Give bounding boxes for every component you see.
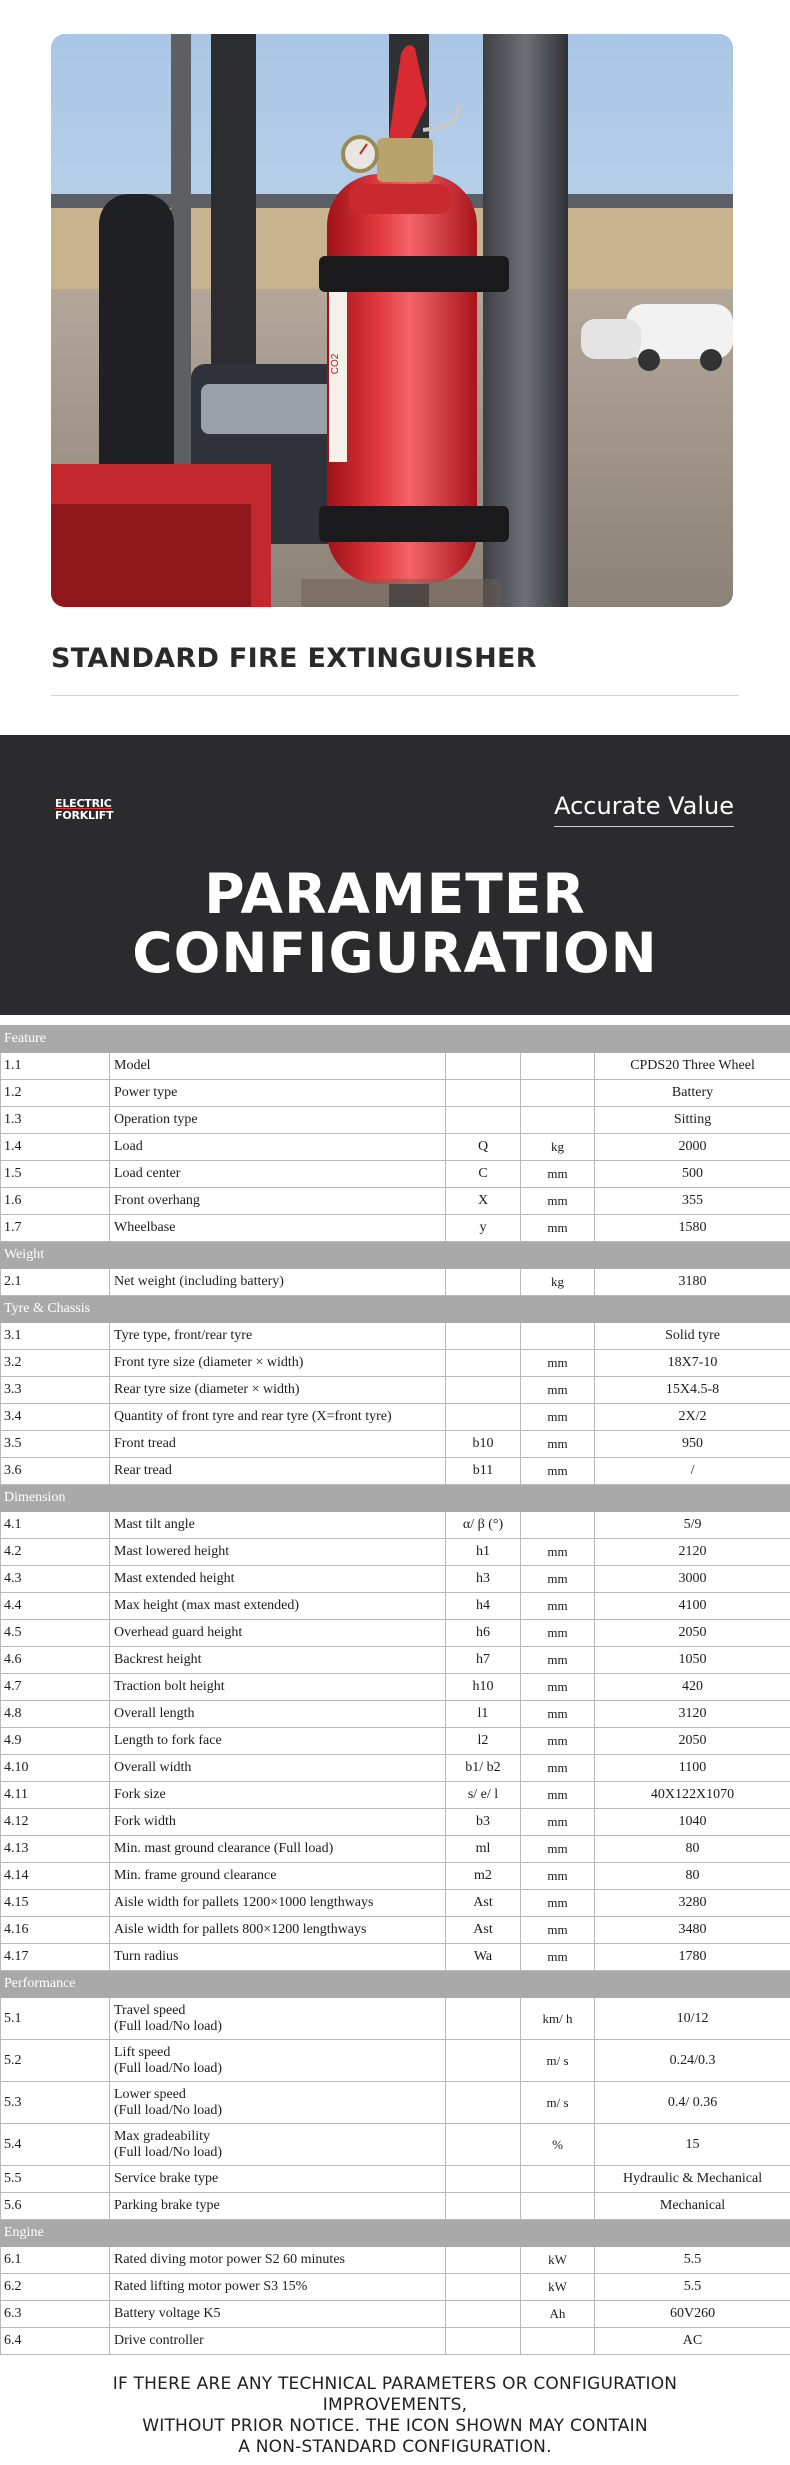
spec-number: 5.2 [1, 2040, 110, 2082]
spec-symbol: h3 [446, 1566, 521, 1593]
spec-item: Battery voltage K5 [110, 2301, 446, 2328]
table-row [1, 1080, 790, 1107]
spec-symbol: h10 [446, 1674, 521, 1701]
spec-item: Overall length [110, 1701, 446, 1728]
spec-symbol: Wa [446, 1944, 521, 1971]
spec-value: 1050 [595, 1647, 790, 1674]
spec-group-name: Engine [1, 2220, 790, 2247]
extinguisher-label: CO2 [330, 353, 341, 375]
spec-value: 80 [595, 1836, 790, 1863]
table-row [1, 1566, 790, 1593]
table-row [1, 1215, 790, 1242]
spec-number: 4.8 [1, 1701, 110, 1728]
spec-unit: mm [521, 1809, 595, 1836]
spec-unit: mm [521, 1377, 595, 1404]
spec-symbol [446, 1377, 521, 1404]
spec-item: Max height (max mast extended) [110, 1593, 446, 1620]
spec-unit: mm [521, 1566, 595, 1593]
spec-number: 1.4 [1, 1134, 110, 1161]
spec-unit [521, 2193, 595, 2220]
table-row [1, 2328, 790, 2355]
parameter-banner [0, 735, 790, 1015]
spec-number: 6.4 [1, 2328, 110, 2355]
spec-unit: m/ s [521, 2082, 595, 2124]
spec-symbol: l2 [446, 1728, 521, 1755]
brand-line-2: FORKLIFT [55, 809, 114, 822]
accurate-value-label: Accurate Value [554, 792, 734, 827]
spec-value: Mechanical [595, 2193, 790, 2220]
spec-unit: mm [521, 1863, 595, 1890]
spec-unit: mm [521, 1620, 595, 1647]
table-row [1, 1782, 790, 1809]
spec-symbol [446, 1350, 521, 1377]
spec-symbol [446, 2328, 521, 2355]
spec-unit: mm [521, 1215, 595, 1242]
table-row [1, 1188, 790, 1215]
spec-unit [521, 1080, 595, 1107]
spec-symbol [446, 2082, 521, 2124]
spec-unit: mm [521, 1701, 595, 1728]
spec-number: 4.12 [1, 1809, 110, 1836]
table-row [1, 1998, 790, 2040]
spec-value: 950 [595, 1431, 790, 1458]
spec-unit [521, 2328, 595, 2355]
spec-number: 4.9 [1, 1728, 110, 1755]
spec-unit: Ah [521, 2301, 595, 2328]
spec-symbol [446, 1080, 521, 1107]
spec-symbol: C [446, 1161, 521, 1188]
spec-number: 4.4 [1, 1593, 110, 1620]
spec-unit [521, 1323, 595, 1350]
spec-item-label: Lower speed [114, 2086, 186, 2102]
spec-item: Rated diving motor power S2 60 minutes [110, 2247, 446, 2274]
spec-group-name: Weight [1, 1242, 790, 1269]
spec-number: 5.5 [1, 2166, 110, 2193]
spec-symbol [446, 1998, 521, 2040]
spec-unit: mm [521, 1458, 595, 1485]
spec-value: 0.24/0.3 [595, 2040, 790, 2082]
table-row [1, 1350, 790, 1377]
table-row [1, 2301, 790, 2328]
spec-unit: mm [521, 1161, 595, 1188]
spec-number: 3.6 [1, 1458, 110, 1485]
spec-value: 5.5 [595, 2274, 790, 2301]
spec-value: 1580 [595, 1215, 790, 1242]
spec-number: 6.1 [1, 2247, 110, 2274]
spec-symbol: Ast [446, 1917, 521, 1944]
spec-group-header [1, 1971, 790, 1998]
spec-unit [521, 2166, 595, 2193]
spec-value: / [595, 1458, 790, 1485]
table-row [1, 2040, 790, 2082]
spec-symbol [446, 1107, 521, 1134]
spec-symbol: s/ e/ l [446, 1782, 521, 1809]
spec-unit: mm [521, 1836, 595, 1863]
table-row [1, 1404, 790, 1431]
spec-value: 2050 [595, 1728, 790, 1755]
spec-value: 420 [595, 1674, 790, 1701]
spec-symbol: h4 [446, 1593, 521, 1620]
spec-item: Turn radius [110, 1944, 446, 1971]
spec-unit: kW [521, 2247, 595, 2274]
fire-extinguisher-photo [51, 34, 733, 607]
spec-symbol: b1/ b2 [446, 1755, 521, 1782]
spec-item: Operation type [110, 1107, 446, 1134]
table-row [1, 1755, 790, 1782]
disclaimer-line-1: IF THERE ARE ANY TECHNICAL PARAMETERS OR CONFIGURATION IMPROVEMENTS, [112, 2374, 678, 2415]
spec-unit: mm [521, 1755, 595, 1782]
spec-value: 80 [595, 1863, 790, 1890]
table-row [1, 1674, 790, 1701]
spec-unit: mm [521, 1944, 595, 1971]
spec-number: 4.14 [1, 1863, 110, 1890]
spec-number: 4.17 [1, 1944, 110, 1971]
spec-unit: mm [521, 1350, 595, 1377]
spec-unit [521, 1053, 595, 1080]
spec-value: 4100 [595, 1593, 790, 1620]
spec-number: 4.13 [1, 1836, 110, 1863]
spec-number: 5.6 [1, 2193, 110, 2220]
spec-value: 10/12 [595, 1998, 790, 2040]
spec-item: Net weight (including battery) [110, 1269, 446, 1296]
spec-number: 5.4 [1, 2124, 110, 2166]
spec-unit: mm [521, 1431, 595, 1458]
spec-unit: mm [521, 1539, 595, 1566]
spec-unit: mm [521, 1593, 595, 1620]
table-row [1, 1161, 790, 1188]
table-row [1, 1701, 790, 1728]
spec-symbol [446, 2247, 521, 2274]
spec-symbol [446, 2124, 521, 2166]
spec-symbol: Q [446, 1134, 521, 1161]
spec-number: 6.3 [1, 2301, 110, 2328]
spec-item: Overhead guard height [110, 1620, 446, 1647]
spec-number: 4.10 [1, 1755, 110, 1782]
feature-title: STANDARD FIRE EXTINGUISHER [51, 643, 537, 674]
banner-title-line-1: PARAMETER [204, 862, 586, 926]
spec-item: Length to fork face [110, 1728, 446, 1755]
spec-number: 6.2 [1, 2274, 110, 2301]
spec-number: 1.3 [1, 1107, 110, 1134]
spec-group-header [1, 2220, 790, 2247]
spec-item: Rear tread [110, 1458, 446, 1485]
spec-group-name: Performance [1, 1971, 790, 1998]
table-row [1, 2247, 790, 2274]
table-row [1, 1377, 790, 1404]
brand-logo [55, 798, 113, 822]
spec-value: Hydraulic & Mechanical [595, 2166, 790, 2193]
spec-number: 4.2 [1, 1539, 110, 1566]
spec-item: Power type [110, 1080, 446, 1107]
spec-group-name: Tyre & Chassis [1, 1296, 790, 1323]
spec-item: Front overhang [110, 1188, 446, 1215]
spec-number: 4.16 [1, 1917, 110, 1944]
spec-unit: kW [521, 2274, 595, 2301]
spec-number: 1.6 [1, 1188, 110, 1215]
spec-number: 3.1 [1, 1323, 110, 1350]
spec-item: Aisle width for pallets 800×1200 lengthways [110, 1917, 446, 1944]
spec-item: Mast extended height [110, 1566, 446, 1593]
table-row [1, 1809, 790, 1836]
spec-value: 5/9 [595, 1512, 790, 1539]
spec-unit: kg [521, 1269, 595, 1296]
spec-item: Rated lifting motor power S3 15% [110, 2274, 446, 2301]
spec-symbol: m2 [446, 1863, 521, 1890]
brand-line-1: ELECTRIC [55, 797, 112, 810]
table-row [1, 1134, 790, 1161]
spec-group-header [1, 1296, 790, 1323]
spec-value: 1040 [595, 1809, 790, 1836]
spec-symbol [446, 2040, 521, 2082]
spec-value: 2120 [595, 1539, 790, 1566]
table-row [1, 1323, 790, 1350]
spec-symbol [446, 2301, 521, 2328]
spec-group-name: Dimension [1, 1485, 790, 1512]
spec-unit: m/ s [521, 2040, 595, 2082]
spec-item: Wheelbase [110, 1215, 446, 1242]
table-row [1, 1512, 790, 1539]
spec-symbol: h7 [446, 1647, 521, 1674]
spec-item: Drive controller [110, 2328, 446, 2355]
spec-item: Front tyre size (diameter × width) [110, 1350, 446, 1377]
spec-item: Quantity of front tyre and rear tyre (X=front tyre) [110, 1404, 446, 1431]
spec-unit: mm [521, 1404, 595, 1431]
spec-symbol [446, 2166, 521, 2193]
spec-value: 3000 [595, 1566, 790, 1593]
spec-number: 4.6 [1, 1647, 110, 1674]
spec-unit: mm [521, 1647, 595, 1674]
spec-number: 3.4 [1, 1404, 110, 1431]
spec-unit: kg [521, 1134, 595, 1161]
spec-unit: mm [521, 1188, 595, 1215]
spec-item: Service brake type [110, 2166, 446, 2193]
spec-item-sublabel: (Full load/No load) [114, 2144, 223, 2160]
spec-unit: mm [521, 1917, 595, 1944]
spec-number: 1.1 [1, 1053, 110, 1080]
spec-value: 3120 [595, 1701, 790, 1728]
spec-item: Tyre type, front/rear tyre [110, 1323, 446, 1350]
spec-item-label: Lift speed [114, 2044, 171, 2060]
disclaimer-line-3: A NON-STANDARD CONFIGURATION. [238, 2437, 552, 2457]
spec-table [0, 1025, 790, 2355]
spec-unit [521, 1107, 595, 1134]
spec-value: 2050 [595, 1620, 790, 1647]
spec-number: 4.15 [1, 1890, 110, 1917]
table-row [1, 1917, 790, 1944]
table-row [1, 1890, 790, 1917]
spec-number: 1.7 [1, 1215, 110, 1242]
spec-symbol: X [446, 1188, 521, 1215]
spec-item-sublabel: (Full load/No load) [114, 2060, 223, 2076]
spec-value: 15 [595, 2124, 790, 2166]
spec-number: 4.11 [1, 1782, 110, 1809]
spec-number: 3.5 [1, 1431, 110, 1458]
spec-unit: % [521, 2124, 595, 2166]
spec-number: 2.1 [1, 1269, 110, 1296]
spec-unit: mm [521, 1890, 595, 1917]
spec-value: 1100 [595, 1755, 790, 1782]
spec-item: Load [110, 1134, 446, 1161]
spec-value: AC [595, 2328, 790, 2355]
spec-symbol: α/ β (°) [446, 1512, 521, 1539]
spec-group-header [1, 1485, 790, 1512]
spec-symbol: b11 [446, 1458, 521, 1485]
spec-number: 5.3 [1, 2082, 110, 2124]
spec-number: 3.3 [1, 1377, 110, 1404]
spec-value: 3480 [595, 1917, 790, 1944]
spec-item: Front tread [110, 1431, 446, 1458]
spec-item: Rear tyre size (diameter × width) [110, 1377, 446, 1404]
spec-item-sublabel: (Full load/No load) [114, 2018, 223, 2034]
spec-value: 500 [595, 1161, 790, 1188]
spec-symbol: ml [446, 1836, 521, 1863]
spec-value: 18X7-10 [595, 1350, 790, 1377]
spec-item: Fork width [110, 1809, 446, 1836]
spec-number: 3.2 [1, 1350, 110, 1377]
spec-item: Mast tilt angle [110, 1512, 446, 1539]
spec-item: Mast lowered height [110, 1539, 446, 1566]
spec-value: 355 [595, 1188, 790, 1215]
banner-title [0, 862, 790, 985]
spec-symbol: h6 [446, 1620, 521, 1647]
spec-symbol: l1 [446, 1701, 521, 1728]
table-row [1, 1593, 790, 1620]
table-row [1, 1728, 790, 1755]
spec-symbol [446, 1404, 521, 1431]
spec-value: 5.5 [595, 2247, 790, 2274]
table-row [1, 1269, 790, 1296]
spec-number: 5.1 [1, 1998, 110, 2040]
spec-item: Parking brake type [110, 2193, 446, 2220]
table-row [1, 2193, 790, 2220]
spec-value: 60V260 [595, 2301, 790, 2328]
table-row [1, 1620, 790, 1647]
spec-value: 0.4/ 0.36 [595, 2082, 790, 2124]
table-row [1, 1458, 790, 1485]
spec-symbol [446, 1053, 521, 1080]
spec-value: Solid tyre [595, 1323, 790, 1350]
spec-unit [521, 1512, 595, 1539]
table-row [1, 2124, 790, 2166]
spec-value: Sitting [595, 1107, 790, 1134]
spec-item-label: Travel speed [114, 2002, 186, 2018]
spec-item-label: Max gradeability [114, 2128, 211, 2144]
table-row [1, 1539, 790, 1566]
spec-unit: mm [521, 1782, 595, 1809]
spec-symbol: b10 [446, 1431, 521, 1458]
spec-symbol: Ast [446, 1890, 521, 1917]
spec-item: Backrest height [110, 1647, 446, 1674]
disclaimer-line-2: WITHOUT PRIOR NOTICE. THE ICON SHOWN MAY CONTAIN [142, 2416, 648, 2436]
banner-title-line-2: CONFIGURATION [132, 921, 658, 985]
table-row [1, 1431, 790, 1458]
table-row [1, 2166, 790, 2193]
spec-symbol: y [446, 1215, 521, 1242]
spec-item [110, 2040, 446, 2082]
spec-number: 1.2 [1, 1080, 110, 1107]
table-row [1, 2082, 790, 2124]
spec-item: Min. frame ground clearance [110, 1863, 446, 1890]
spec-value: Battery [595, 1080, 790, 1107]
spec-group-header [1, 1242, 790, 1269]
spec-symbol [446, 2274, 521, 2301]
spec-item [110, 2082, 446, 2124]
spec-symbol: h1 [446, 1539, 521, 1566]
table-row [1, 1944, 790, 1971]
spec-number: 1.5 [1, 1161, 110, 1188]
spec-symbol [446, 1323, 521, 1350]
table-row [1, 1647, 790, 1674]
spec-unit: mm [521, 1674, 595, 1701]
spec-value: 2X/2 [595, 1404, 790, 1431]
table-row [1, 1863, 790, 1890]
spec-item: Load center [110, 1161, 446, 1188]
spec-group-header [1, 1026, 790, 1053]
spec-symbol [446, 1269, 521, 1296]
spec-value: 15X4.5-8 [595, 1377, 790, 1404]
spec-symbol [446, 2193, 521, 2220]
table-row [1, 1053, 790, 1080]
spec-number: 4.3 [1, 1566, 110, 1593]
table-row [1, 1836, 790, 1863]
spec-unit: mm [521, 1728, 595, 1755]
spec-unit: km/ h [521, 1998, 595, 2040]
spec-symbol: b3 [446, 1809, 521, 1836]
spec-item [110, 1998, 446, 2040]
spec-value: 3280 [595, 1890, 790, 1917]
divider [51, 695, 739, 696]
spec-item: Fork size [110, 1782, 446, 1809]
spec-value: CPDS20 Three Wheel [595, 1053, 790, 1080]
spec-value: 3180 [595, 1269, 790, 1296]
spec-value: 40X122X1070 [595, 1782, 790, 1809]
table-row [1, 1107, 790, 1134]
spec-value: 2000 [595, 1134, 790, 1161]
spec-item: Min. mast ground clearance (Full load) [110, 1836, 446, 1863]
disclaimer [40, 2374, 750, 2458]
spec-group-name: Feature [1, 1026, 790, 1053]
spec-item: Aisle width for pallets 1200×1000 lengthways [110, 1890, 446, 1917]
spec-item: Traction bolt height [110, 1674, 446, 1701]
spec-number: 4.5 [1, 1620, 110, 1647]
spec-item-sublabel: (Full load/No load) [114, 2102, 223, 2118]
spec-item [110, 2124, 446, 2166]
spec-value: 1780 [595, 1944, 790, 1971]
table-row [1, 2274, 790, 2301]
spec-item: Model [110, 1053, 446, 1080]
spec-item: Overall width [110, 1755, 446, 1782]
spec-number: 4.7 [1, 1674, 110, 1701]
spec-number: 4.1 [1, 1512, 110, 1539]
